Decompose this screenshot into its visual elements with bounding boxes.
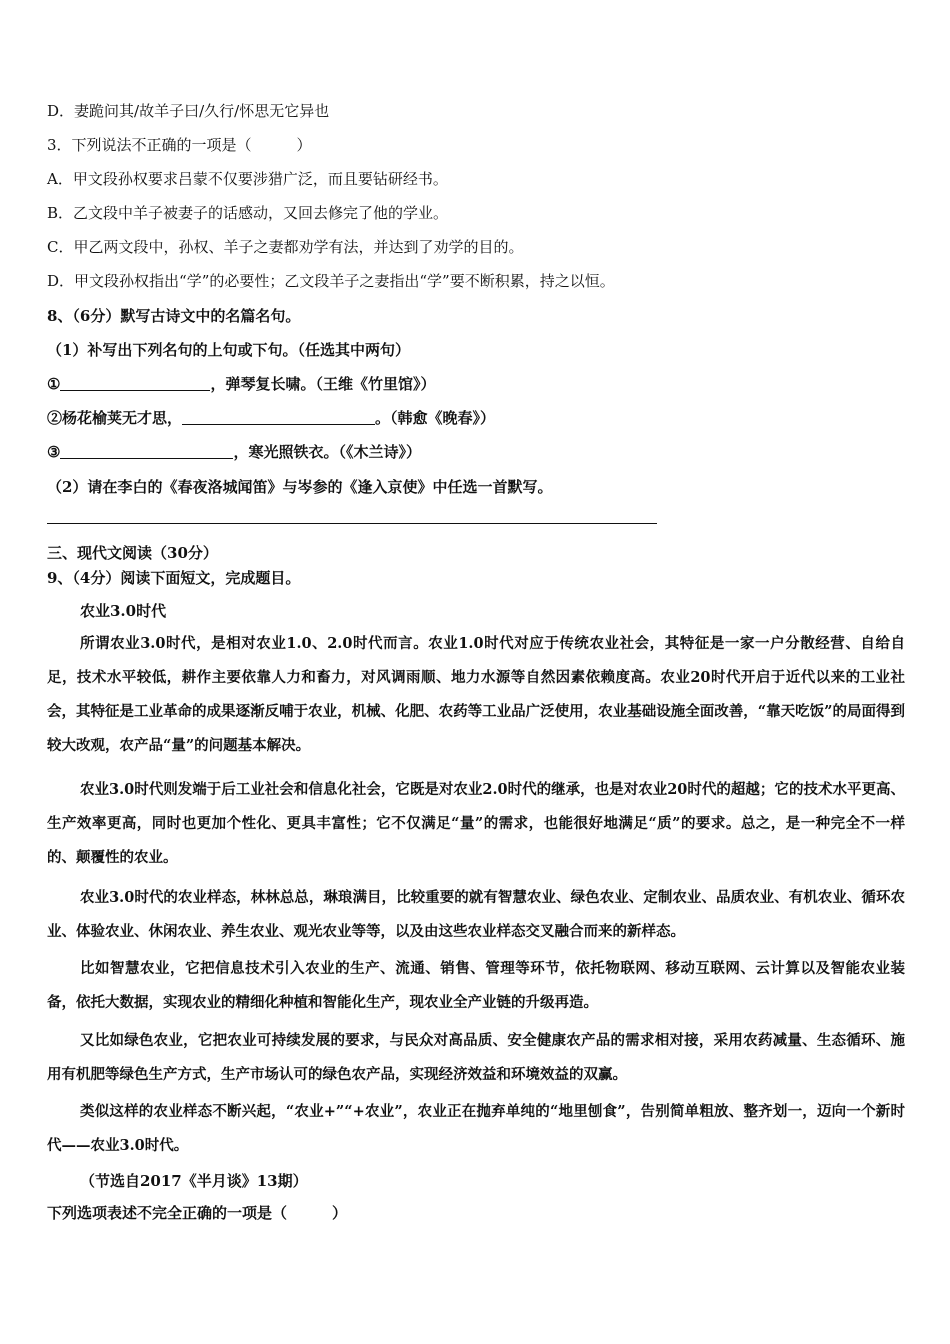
q3-option-d: D．甲文段孙权指出“学”的必要性；乙文段羊子之妻指出“学”要不断积累，持之以恒。 [47, 272, 615, 290]
article-paragraph-4: 比如智慧农业，它把信息技术引入农业的生产、流通、销售、管理等环节，依托物联网、移动互联网、云计算以及智能农业装备，依托大数据，实现农业的精细化种植和智能化生产，现农业全产业链的升级再造。 [47, 960, 905, 1011]
q8-part1: （1）补写出下列名句的上句或下句。（任选其中两句） [47, 341, 410, 359]
q8-title: 8、（6分）默写古诗文中的名篇名句。 [47, 307, 301, 325]
q3-stem: 3．下列说法不正确的一项是（ ） [47, 136, 312, 154]
q8-item1-prefix: ① [47, 375, 61, 393]
q8-item2-suffix: 。（韩愈《晚春》） [375, 409, 496, 427]
q3-option-a: A．甲文段孙权要求吕蒙不仅要涉猎广泛，而且要钻研经书。 [47, 170, 448, 188]
q3-option-b: B．乙文段中羊子被妻子的话感动，又回去修完了他的学业。 [47, 204, 449, 222]
q8-item2 [47, 407, 495, 429]
q8-item1-suffix: ，弹琴复长啸。（王维《竹里馆》） [210, 375, 436, 393]
answer-blank-1[interactable] [60, 374, 210, 391]
article-paragraph-3: 农业3.0时代的农业样态，林林总总，琳琅满目，比较重要的就有智慧农业、绿色农业、定制农业、品质农业、有机农业、循环农业、体验农业、休闲农业、养生农业、观光农业等等，以及由这些农业样态交叉融合而来的新样态。 [47, 889, 905, 940]
article-paragraph-1: 所谓农业3.0时代，是相对农业1.0、2.0时代而言。农业1.0时代对应于传统农业社会，其特征是一家一户分散经营、自给自足，技术水平较低，耕作主要依靠人力和畜力，对风调雨顺、地力水源等自然因素依赖度高。农业20时代开启于近代以来的工业社会，其特征是工业革命的成果逐渐反哺于农业，机械、化肥、农药等工业品广泛使用，农业基础设施全面改善，“靠天吃饭”的局面得到较大改观，农产品“量”的问题基本解决。 [47, 635, 905, 754]
q9-intro: 9、（4分）阅读下面短文，完成题目。 [47, 569, 301, 587]
answer-line[interactable] [47, 523, 657, 524]
answer-blank-3[interactable] [60, 442, 233, 459]
q3-option-c: C．甲乙两文段中，孙权、羊子之妻都劝学有法，并达到了劝学的目的。 [47, 238, 524, 256]
q8-item2-prefix: ②杨花榆荚无才思， [47, 409, 183, 427]
q8-item3 [47, 441, 421, 463]
q8-part2: （2）请在李白的《春夜洛城闻笛》与岑参的《逢入京使》中任选一首默写。 [47, 478, 553, 496]
article-paragraph-6: 类似这样的农业样态不断兴起，“农业+”“+农业”，农业正在抛弃单纯的“地里刨食”，告别简单粗放、整齐划一，迈向一个新时代——农业3.0时代。 [47, 1103, 905, 1154]
answer-blank-2[interactable] [182, 408, 375, 425]
article-paragraph-5: 又比如绿色农业，它把农业可持续发展的要求，与民众对高品质、安全健康农产品的需求相对接，采用农药减量、生态循环、施用有机肥等绿色生产方式，生产市场认可的绿色农产品，实现经济效益和环境效益的双赢。 [47, 1032, 905, 1083]
article-source: （节选自2017《半月谈》13期） [80, 1172, 308, 1190]
q8-item3-prefix: ③ [47, 443, 61, 461]
article-paragraph-2: 农业3.0时代则发端于后工业社会和信息化社会，它既是对农业2.0时代的继承，也是对农业20时代的超越；它的技术水平更高、生产效率更高，同时也更加个性化、更具丰富性；它不仅满足“量”的需求，也能很好地满足“质”的要求。总之，是一种完全不一样的、颠覆性的农业。 [47, 781, 905, 866]
q9-question: 下列选项表述不完全正确的一项是（ ） [47, 1204, 348, 1222]
q8-item3-suffix: ，寒光照铁衣。（《木兰诗》） [233, 443, 421, 461]
article-title: 农业3.0时代 [80, 602, 167, 620]
q8-item1 [47, 373, 435, 395]
section-heading: 三、现代文阅读（30分） [47, 544, 218, 562]
q7-option-d: D．妻跪问其/故羊子曰/久行/怀思无它异也 [47, 102, 330, 120]
